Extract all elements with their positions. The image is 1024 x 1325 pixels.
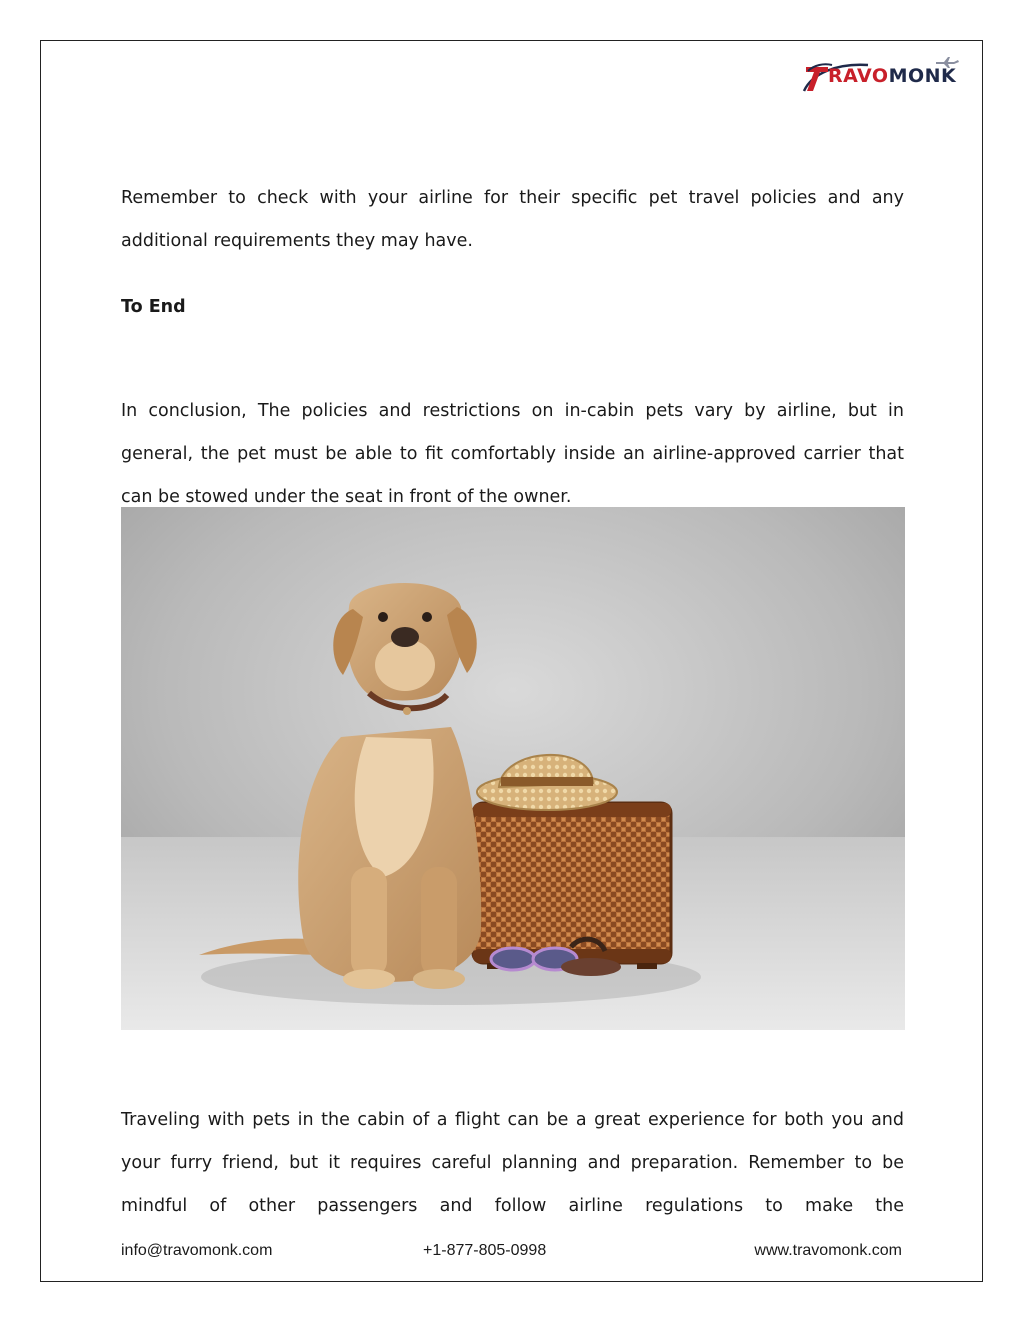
footer-email[interactable]: info@travomonk.com (121, 1242, 273, 1259)
footer-phone[interactable]: +1-877-805-0998 (423, 1242, 547, 1259)
photo-illustration (121, 507, 905, 1030)
brand-logo (798, 51, 968, 97)
page-footer (121, 1242, 904, 1264)
document-page (40, 40, 983, 1282)
dog-suitcase-photo (121, 507, 905, 1030)
section-heading: To End (121, 297, 186, 317)
paragraph-traveling-with-pets: Traveling with pets in the cabin of a flight can be a great experience for both you and your furry friend, but it requires careful planning and preparation. Remember to be mindful of other passengers and follow airline regulations to make the (121, 1109, 904, 1216)
paragraph-conclusion: In conclusion, The policies and restrictions on in-cabin pets vary by airline, but in general, the pet must be able to fit comfortably inside an airline-approved carrier that can be stowed under the seat in front of the owner. (121, 400, 904, 507)
logo-wordmark: RAVOMONK (828, 65, 957, 87)
paragraph-airline-policies: Remember to check with your airline for their specific pet travel policies and any additional requirements they may have. (121, 187, 904, 251)
footer-website[interactable]: www.travomonk.com (754, 1242, 902, 1259)
